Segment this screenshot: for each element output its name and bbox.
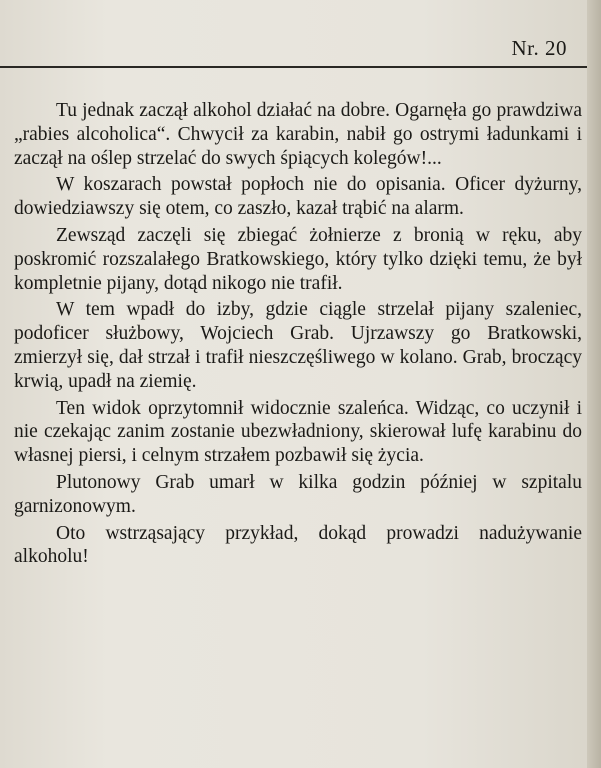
- article-body: [14, 99, 582, 569]
- paragraph-4: W tem wpadł do izby, gdzie ciągle strzelał pijany szaleniec, podoficer służbowy, Wojciech Grab. Ujrzawszy go Bratkowski, zmierzył się, dał strzał i trafił nieszczęśliwego w kolano. Grab, broczący krwią, upadł na ziemię.: [14, 299, 582, 392]
- header-rule: [0, 66, 588, 68]
- paragraph-5: Ten widok oprzytomnił widocznie szaleńca. Widząc, co uczynił i nie czekając zanim zostanie ubezwładniony, skierował lufę karabinu do własnej piersi, i celnym strzałem pozbawił się życia.: [14, 397, 582, 467]
- paragraph-6: Plutonowy Grab umarł w kilka godzin później w szpitalu garnizonowym.: [14, 471, 582, 517]
- issue-number: Nr. 20: [511, 36, 567, 60]
- paragraph-3: Zewsząd zaczęli się zbiegać żołnierze z bronią w ręku, aby poskromić rozszalałego Bratkowskiego, który tylko dzięki temu, że był kompletnie pijany, dotąd nikogo nie trafił.: [14, 224, 582, 294]
- paragraph-1: Tu jednak zaczął alkohol działać na dobre. Ogarnęła go prawdziwa „rabies alcoholica“. Chwycił za karabin, nabił go ostrymi ładunkami i zaczął na oślep strzelać do swych śpiących kolegów!...: [14, 100, 582, 169]
- paragraph-7: Oto wstrząsający przykład, dokąd prowadzi nadużywanie alkoholu!: [14, 522, 582, 568]
- page-header: [0, 30, 601, 70]
- page-gutter: [587, 0, 601, 768]
- paragraph-2: W koszarach powstał popłoch nie do opisania. Oficer dyżurny, dowiedziawszy się otem, co zaszło, kazał trąbić na alarm.: [14, 174, 582, 220]
